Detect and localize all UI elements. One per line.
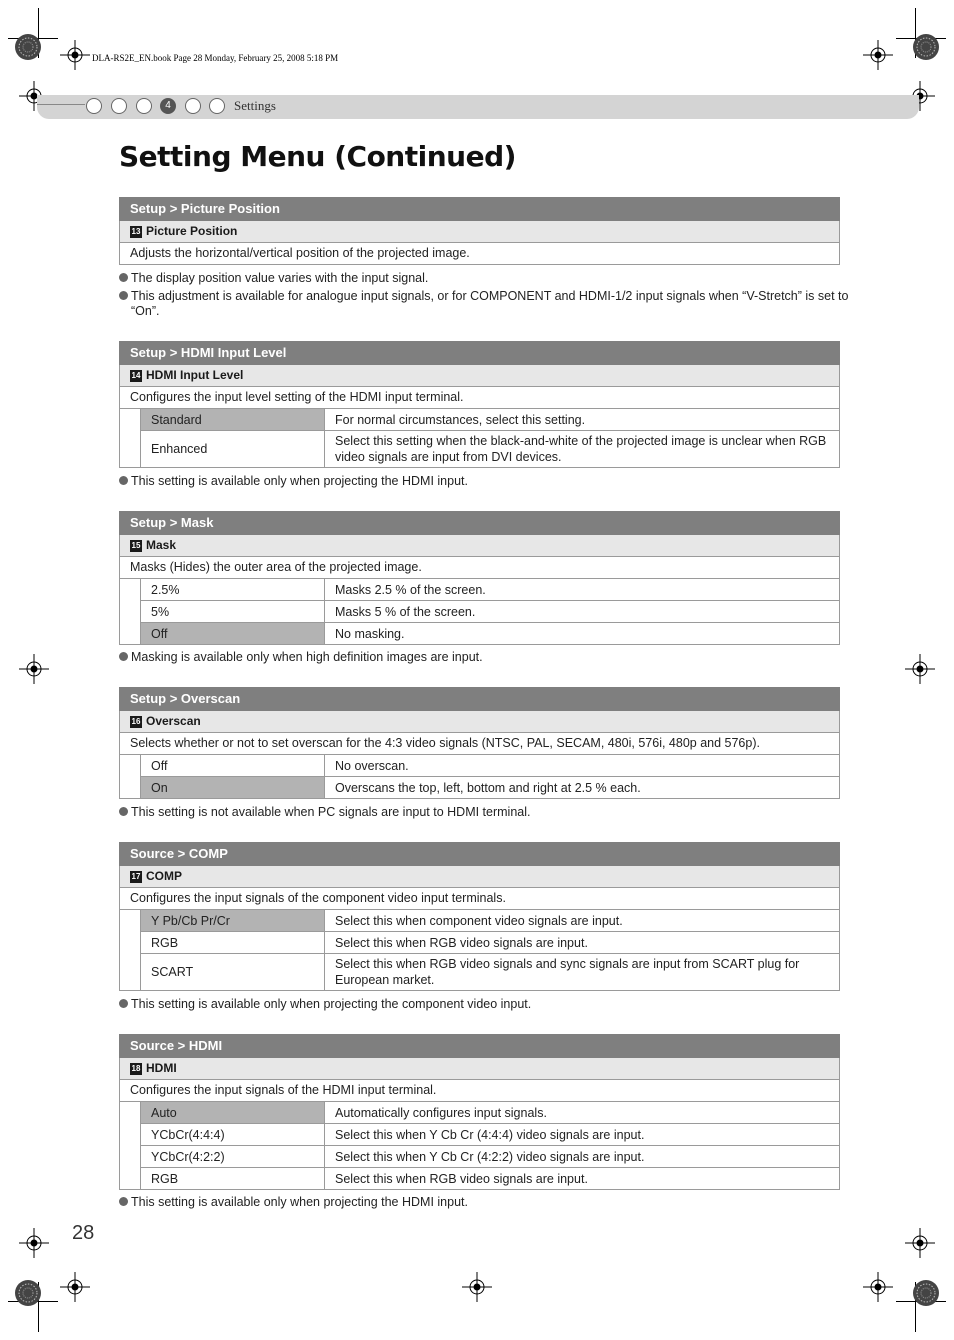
section-item-name [119, 1058, 840, 1080]
option-label: 5% [141, 601, 325, 623]
section-mask [119, 511, 840, 645]
option-description: Select this when component video signals are input. [325, 910, 840, 932]
option-row [141, 910, 840, 932]
registration-mark [19, 1228, 49, 1258]
option-description: Select this when Y Cb Cr (4:2:2) video signals are input. [325, 1146, 840, 1168]
option-row [141, 1102, 840, 1124]
option-description: No masking. [325, 623, 840, 645]
section-description: Adjusts the horizontal/vertical position of the projected image. [119, 243, 840, 265]
registration-mark [863, 40, 893, 70]
bullet-icon [119, 1197, 128, 1206]
starburst-mark [912, 1279, 940, 1307]
option-label: RGB [141, 932, 325, 954]
registration-mark [19, 654, 49, 684]
registration-mark [905, 654, 935, 684]
option-label: YCbCr(4:2:2) [141, 1146, 325, 1168]
item-name: HDMI [146, 1061, 177, 1075]
option-row [141, 1168, 840, 1190]
section-path: Setup > HDMI Input Level [119, 341, 840, 365]
option-description: Masks 5 % of the screen. [325, 601, 840, 623]
item-name: COMP [146, 869, 182, 883]
section-path: Setup > Mask [119, 511, 840, 535]
item-number-badge: 16 [131, 716, 141, 726]
starburst-mark [912, 33, 940, 61]
option-row [141, 932, 840, 954]
section-item-name [119, 711, 840, 733]
step-indicator-6 [209, 98, 225, 114]
option-description: Select this setting when the black-and-white of the projected image is unclear when RGB video signals are input from DVI devices. [325, 431, 840, 468]
bullet-icon [119, 273, 128, 282]
option-row [141, 579, 840, 601]
section-description: Selects whether or not to set overscan for the 4:3 video signals (NTSC, PAL, SECAM, 480i, 576i, 480p and 576p). [119, 733, 840, 755]
section-picture-position [119, 197, 840, 265]
registration-mark [905, 1228, 935, 1258]
option-label: Y Pb/Cb Pr/Cr [141, 910, 325, 932]
section-description: Masks (Hides) the outer area of the projected image. [119, 557, 840, 579]
section-item-name [119, 365, 840, 387]
option-row [141, 1124, 840, 1146]
item-number-badge: 18 [131, 1063, 141, 1073]
file-info: DLA-RS2E_EN.book Page 28 Monday, February 25, 2008 5:18 PM [92, 53, 339, 63]
option-label: SCART [141, 954, 325, 991]
note: The display position value varies with the input signal. [119, 271, 851, 286]
item-number-badge: 13 [131, 226, 141, 236]
section-item-name [119, 535, 840, 557]
page-number: 28 [72, 1222, 95, 1244]
step-indicator-4-active: 4 [160, 98, 176, 114]
item-name: Picture Position [146, 224, 238, 238]
options-table [119, 910, 840, 991]
bullet-icon [119, 807, 128, 816]
bullet-icon [119, 476, 128, 485]
section-item-name [119, 221, 840, 243]
section-path: Setup > Picture Position [119, 197, 840, 221]
note: This adjustment is available for analogue input signals, or for COMPONENT and HDMI-1/2 input signals when “V-Stretch” is set to “On”. [119, 289, 851, 319]
item-number-badge: 15 [131, 540, 141, 550]
page-title: Setting Menu (Continued) [119, 140, 516, 173]
registration-mark [60, 40, 90, 70]
note: This setting is not available when PC signals are input to HDMI terminal. [119, 805, 851, 820]
option-row [141, 777, 840, 799]
section-overscan [119, 687, 840, 799]
option-label: RGB [141, 1168, 325, 1190]
option-description: Select this when Y Cb Cr (4:4:4) video signals are input. [325, 1124, 840, 1146]
option-label: Standard [141, 409, 325, 431]
registration-mark [462, 1272, 492, 1302]
item-number-badge: 14 [131, 370, 141, 380]
band-divider [37, 104, 85, 105]
options-table [119, 755, 840, 799]
section-comp [119, 842, 840, 991]
option-label: Off [141, 755, 325, 777]
option-label: Enhanced [141, 431, 325, 468]
note: This setting is available only when projecting the HDMI input. [119, 1195, 851, 1210]
section-description: Configures the input level setting of the HDMI input terminal. [119, 387, 840, 409]
section-hdmi-input-level [119, 341, 840, 468]
option-row [141, 431, 840, 468]
option-row [141, 409, 840, 431]
option-row [141, 755, 840, 777]
option-description: Overscans the top, left, bottom and right at 2.5 % each. [325, 777, 840, 799]
starburst-mark [14, 33, 42, 61]
bullet-icon [119, 652, 128, 661]
step-indicator-5 [185, 98, 201, 114]
step-indicator-2 [111, 98, 127, 114]
option-label: Off [141, 623, 325, 645]
option-description: Automatically configures input signals. [325, 1102, 840, 1124]
registration-mark [60, 1272, 90, 1302]
option-description: No overscan. [325, 755, 840, 777]
option-label: YCbCr(4:4:4) [141, 1124, 325, 1146]
section-item-name [119, 866, 840, 888]
option-description: Select this when RGB video signals are input. [325, 932, 840, 954]
option-row [141, 1146, 840, 1168]
bullet-icon [119, 999, 128, 1008]
item-name: Mask [146, 538, 177, 552]
item-name: HDMI Input Level [146, 368, 244, 382]
note: This setting is available only when projecting the HDMI input. [119, 474, 851, 489]
note: This setting is available only when projecting the component video input. [119, 997, 851, 1012]
option-row [141, 623, 840, 645]
note: Masking is available only when high definition images are input. [119, 650, 851, 665]
chapter-label: Settings [234, 98, 276, 113]
option-label: 2.5% [141, 579, 325, 601]
section-path: Source > COMP [119, 842, 840, 866]
option-label: On [141, 777, 325, 799]
registration-mark [863, 1272, 893, 1302]
section-description: Configures the input signals of the HDMI input terminal. [119, 1080, 840, 1102]
starburst-mark [14, 1279, 42, 1307]
option-row [141, 954, 840, 991]
option-description: Select this when RGB video signals are input. [325, 1168, 840, 1190]
option-description: Masks 2.5 % of the screen. [325, 579, 840, 601]
item-name: Overscan [146, 714, 201, 728]
section-path: Setup > Overscan [119, 687, 840, 711]
option-description: For normal circumstances, select this setting. [325, 409, 840, 431]
bullet-icon [119, 291, 128, 300]
options-table [119, 579, 840, 645]
section-hdmi [119, 1034, 840, 1190]
options-table [119, 409, 840, 468]
section-description: Configures the input signals of the component video input terminals. [119, 888, 840, 910]
step-indicator-1 [86, 98, 102, 114]
option-label: Auto [141, 1102, 325, 1124]
options-table [119, 1102, 840, 1190]
section-path: Source > HDMI [119, 1034, 840, 1058]
item-number-badge: 17 [131, 871, 141, 881]
step-indicator-3 [136, 98, 152, 114]
option-description: Select this when RGB video signals and sync signals are input from SCART plug for European market. [325, 954, 840, 991]
option-row [141, 601, 840, 623]
